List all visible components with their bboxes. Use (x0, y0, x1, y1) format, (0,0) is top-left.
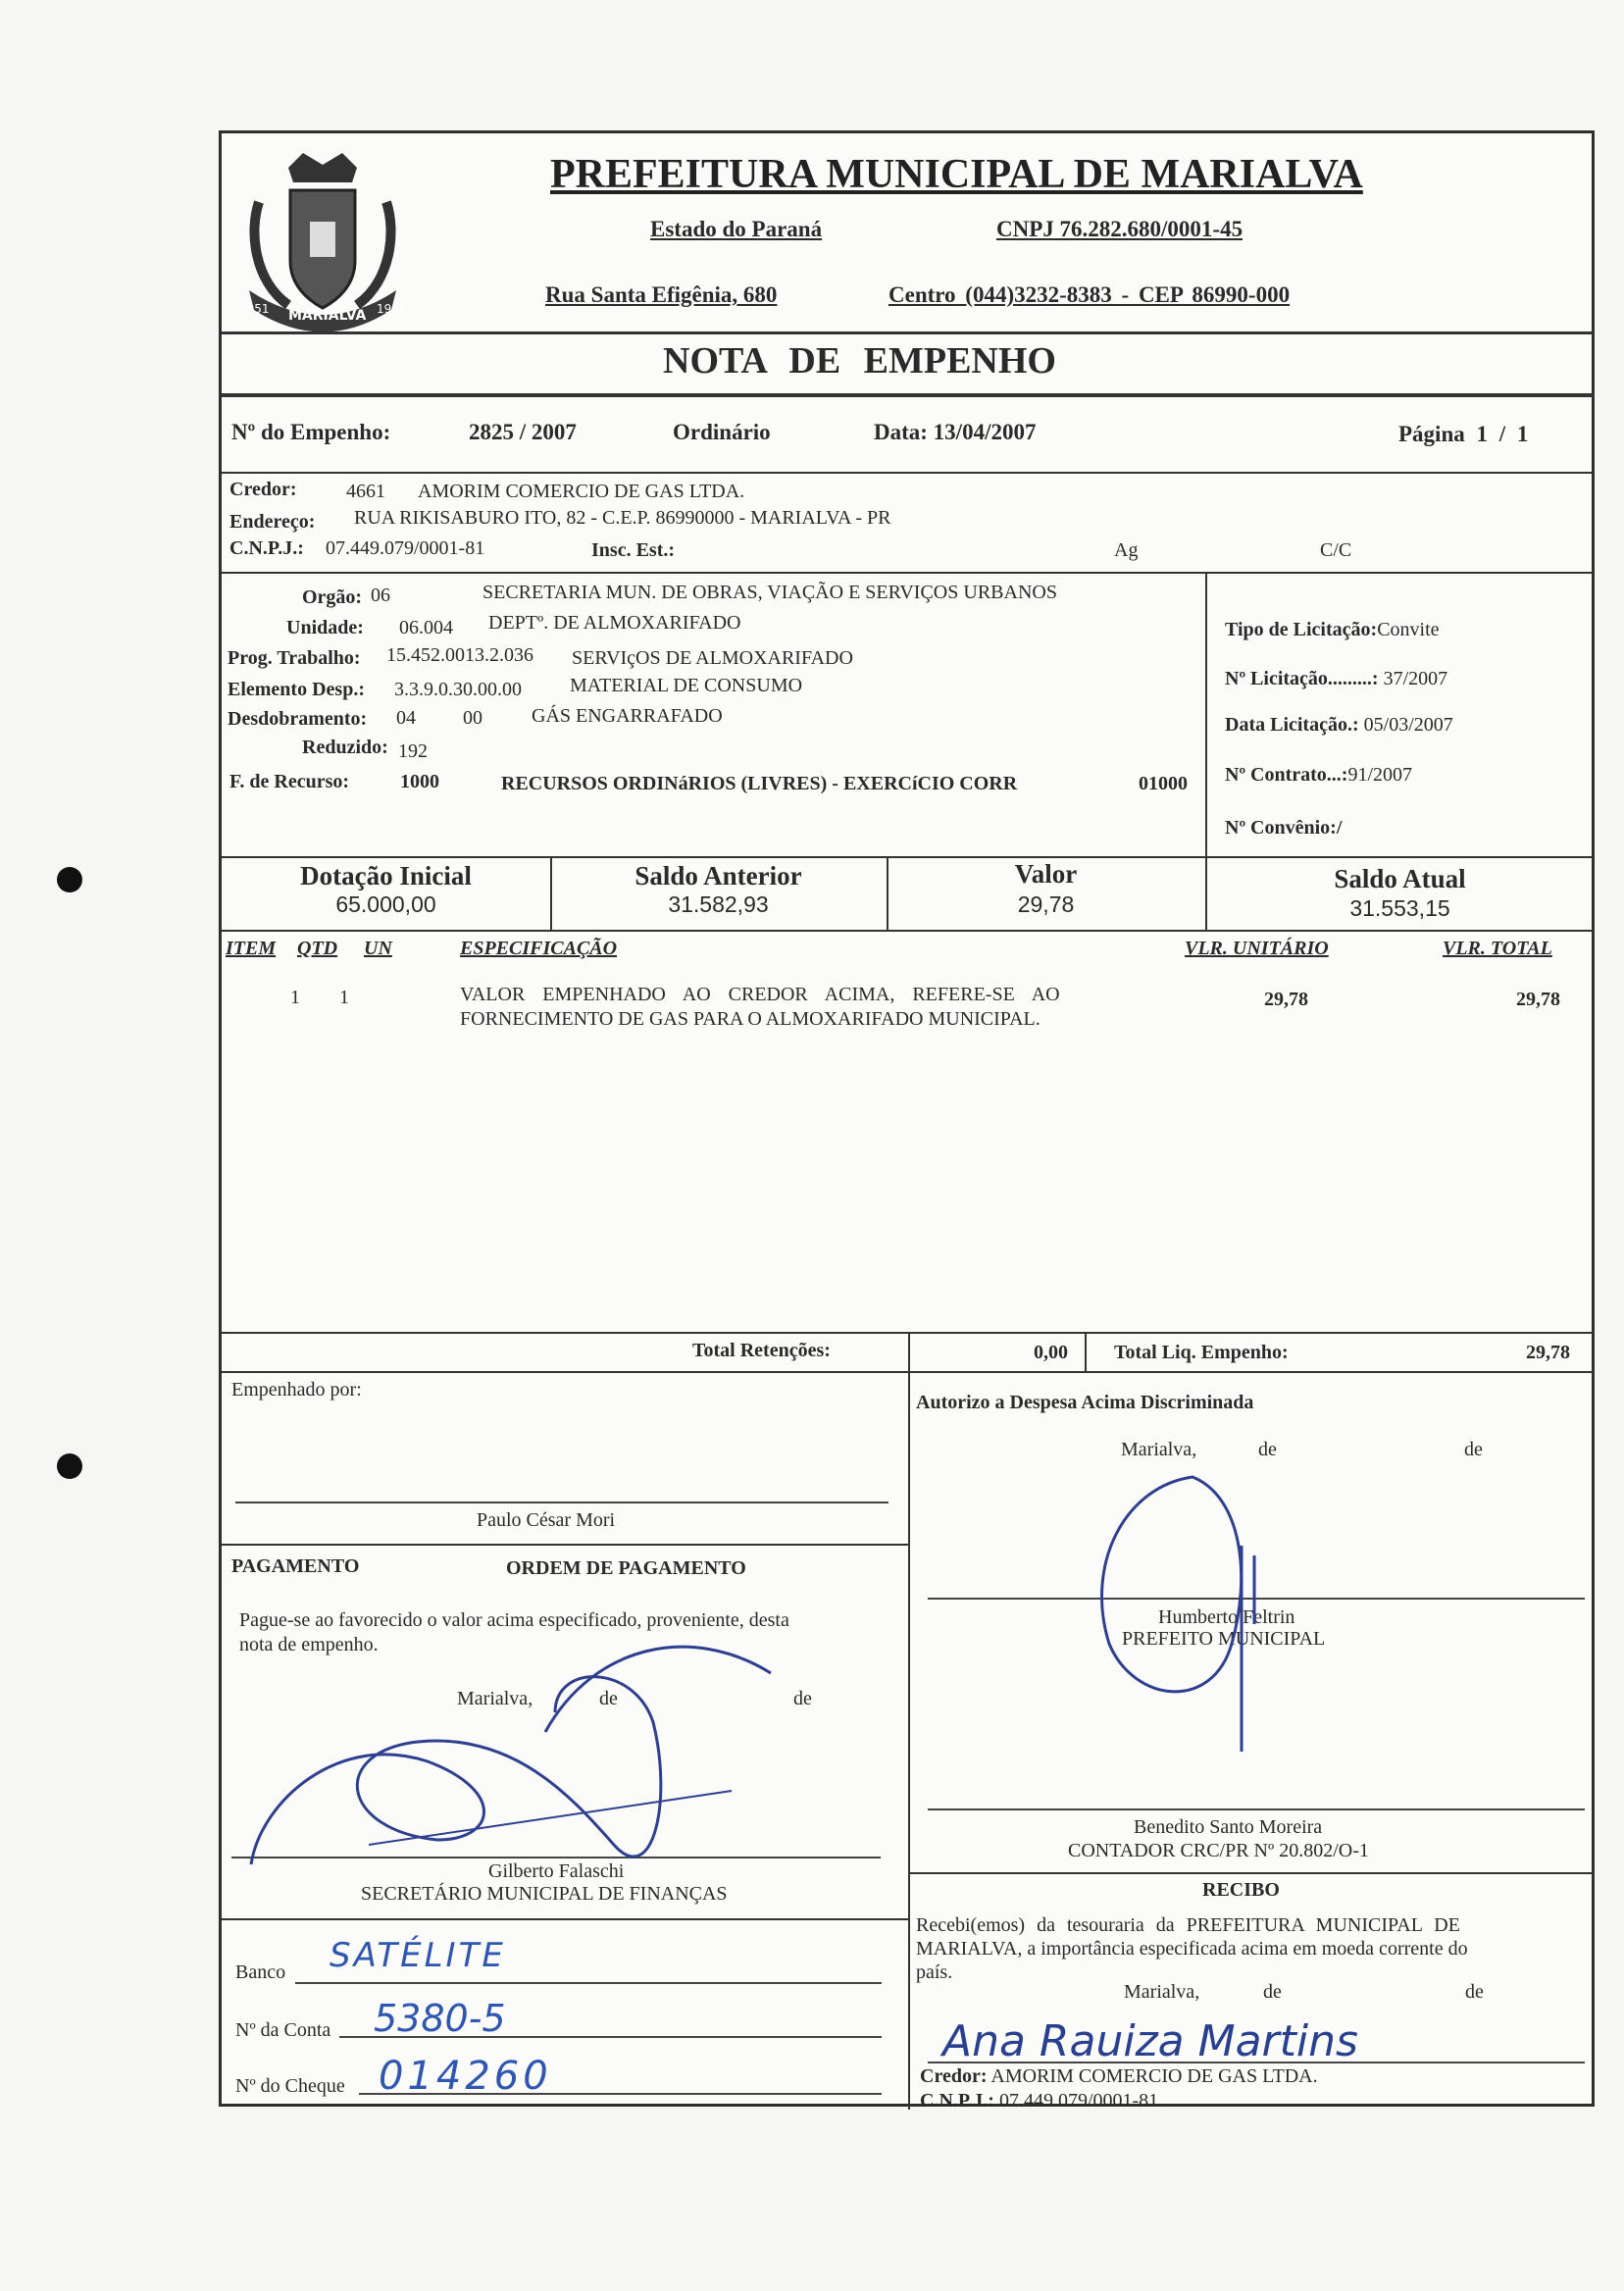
conta-value: 5380-5 (374, 1997, 506, 2040)
credor-signature: Ana Rauiza Martins (942, 2016, 1358, 2066)
item-desc-line1: VALOR EMPENHADO AO CREDOR ACIMA, REFERE-SE AO (460, 984, 1060, 1005)
retencoes-label: Total Retenções: (692, 1340, 831, 1361)
autorizo-de-1: de (1258, 1439, 1277, 1460)
desdobramento-b: 00 (463, 707, 482, 729)
header-state: Estado do Paraná (650, 217, 823, 241)
col-item: ITEM (226, 938, 277, 959)
item-total-value: 29,78 (1516, 989, 1560, 1010)
fonte-label: F. de Recurso: (229, 771, 350, 792)
pagamento-de-1: de (599, 1688, 618, 1709)
prefeito-name: Humberto Feltrin (1158, 1606, 1295, 1628)
desdobramento-a: 04 (396, 707, 416, 729)
empenho-label: Nº do Empenho: (231, 420, 391, 444)
autorizo-city: Marialva, (1121, 1439, 1197, 1460)
total-liquido-value: 29,78 (1526, 1342, 1570, 1363)
fonte-number: 01000 (1139, 773, 1188, 794)
empenhado-por-name: Paulo César Mori (477, 1509, 616, 1531)
reduzido-value: 192 (398, 740, 428, 762)
doc-title: NOTA DE EMPENHO (663, 340, 1056, 382)
fonte-name: RECURSOS ORDINáRIOS (LIVRES) - EXERCíCIO CORR (501, 773, 1018, 794)
signature-strokes (222, 133, 1595, 2105)
pagamento-city: Marialva, (457, 1688, 533, 1709)
crest-year-right: 1951 (377, 302, 407, 316)
insc-est-label: Insc. Est.: (591, 539, 676, 561)
saldo-anterior-value: 31.582,93 (668, 891, 769, 917)
pagamento-label: PAGAMENTO (231, 1555, 360, 1577)
empenho-date: Data: 13/04/2007 (874, 420, 1037, 444)
punch-hole-bottom (57, 1453, 82, 1479)
recibo-de-1: de (1263, 1981, 1282, 2003)
prog-code: 15.452.0013.2.036 (386, 644, 533, 666)
valor-value: 29,78 (1017, 891, 1075, 917)
empenhado-por-label: Empenhado por: (231, 1379, 362, 1400)
conta-label: Nº da Conta (235, 2019, 331, 2041)
empenho-number: 2825 / 2007 (469, 420, 577, 444)
col-vlr-unitario: VLR. UNITÁRIO (1185, 938, 1329, 959)
convenio-label: Nº Convênio:/ (1225, 817, 1343, 839)
col-qtd: QTD (297, 938, 338, 959)
contador-role: CONTADOR CRC/PR Nº 20.802/O-1 (1068, 1840, 1369, 1861)
col-vlr-total: VLR. TOTAL (1443, 938, 1552, 959)
header-address: Rua Santa Efigênia, 680 (545, 282, 778, 307)
recibo-credor-label: Credor: (920, 2065, 988, 2087)
recibo-de-2: de (1465, 1981, 1484, 2003)
pagamento-text-line2: nota de empenho. (239, 1634, 379, 1655)
data-licitacao-label: Data Licitação.: (1225, 714, 1359, 736)
recibo-cnpj-label: C.N.P.J.: (920, 2090, 994, 2112)
item-unit-value: 29,78 (1264, 989, 1308, 1010)
recibo-cnpj-value: 07.449.079/0001-81 (998, 2090, 1159, 2112)
unidade-name: DEPTº. DE ALMOXARIFADO (488, 612, 741, 634)
autorizo-label: Autorizo a Despesa Acima Discriminada (916, 1392, 1254, 1413)
credor-code: 4661 (346, 481, 385, 502)
saldo-atual-value: 31.553,15 (1349, 895, 1450, 921)
credor-address: RUA RIKISABURO ITO, 82 - C.E.P. 86990000 - MARIALVA - PR (354, 507, 891, 529)
contrato-value: 91/2007 (1347, 764, 1413, 786)
recibo-text-line3: país. (916, 1961, 953, 1983)
secretario-name: Gilberto Falaschi (488, 1860, 625, 1882)
orgao-code: 06 (371, 585, 390, 606)
banco-value: SATÉLITE (330, 1936, 506, 1975)
elemento-code: 3.3.9.0.30.00.00 (394, 679, 522, 700)
header-title: PREFEITURA MUNICIPAL DE MARIALVA (550, 152, 1363, 197)
dotacao-label: Dotação Inicial (300, 861, 472, 891)
prog-label: Prog. Trabalho: (228, 647, 361, 669)
pagamento-text-line1: Pague-se ao favorecido o valor acima especificado, proveniente, desta (239, 1609, 789, 1631)
col-un: UN (364, 938, 392, 959)
numero-licitacao-label: Nº Licitação.........: (1225, 668, 1379, 689)
elemento-name: MATERIAL DE CONSUMO (570, 675, 803, 696)
credor-name: AMORIM COMERCIO DE GAS LTDA. (418, 481, 745, 502)
header-contact: Centro (044)3232-8383 - CEP 86990-000 (888, 282, 1291, 307)
empenho-type: Ordinário (673, 420, 771, 444)
contrato-label: Nº Contrato...: (1225, 764, 1348, 786)
pagamento-de-2: de (793, 1688, 812, 1709)
recibo-city: Marialva, (1124, 1981, 1200, 2003)
recibo-label: RECIBO (1202, 1879, 1280, 1901)
endereco-label: Endereço: (229, 511, 316, 533)
recibo-text-line1: Recebi(emos) da tesouraria da PREFEITURA MUNICIPAL DE (916, 1914, 1460, 1936)
reduzido-label: Reduzido: (302, 737, 388, 758)
retencoes-value: 0,00 (1034, 1342, 1068, 1363)
prog-name: SERVIçOS DE ALMOXARIFADO (572, 647, 853, 669)
contador-name: Benedito Santo Moreira (1134, 1816, 1323, 1838)
recibo-credor-name: AMORIM COMERCIO DE GAS LTDA. (990, 2065, 1318, 2087)
crest-ribbon-text: MARIALVA (288, 308, 367, 324)
header-cnpj: CNPJ 76.282.680/0001-45 (996, 217, 1243, 241)
col-especificacao: ESPECIFICAÇÃO (460, 938, 618, 959)
dotacao-value: 65.000,00 (335, 891, 436, 917)
item-qtd: 1 (339, 987, 349, 1008)
secretario-role: SECRETÁRIO MUNICIPAL DE FINANÇAS (361, 1883, 728, 1905)
tipo-licitacao-label: Tipo de Licitação: (1225, 619, 1378, 640)
valor-label: Valor (1014, 859, 1078, 889)
orgao-name: SECRETARIA MUN. DE OBRAS, VIAÇÃO E SERVIÇOS URBANOS (482, 582, 1057, 603)
desdobramento-label: Desdobramento: (228, 708, 368, 730)
saldo-atual-label: Saldo Atual (1334, 864, 1466, 893)
nota-de-empenho-form (219, 130, 1595, 2112)
orgao-label: Orgão: (302, 586, 363, 608)
cheque-label: Nº do Cheque (235, 2075, 345, 2097)
page-number: Página 1 / 1 (1398, 422, 1529, 446)
credor-cnpj-label: C.N.P.J.: (229, 537, 304, 559)
desdobramento-name: GÁS ENGARRAFADO (532, 705, 723, 727)
saldo-anterior-label: Saldo Anterior (634, 861, 802, 891)
tipo-licitacao-value: Convite (1377, 619, 1440, 640)
unidade-label: Unidade: (286, 617, 364, 638)
ordem-pagamento-label: ORDEM DE PAGAMENTO (506, 1557, 746, 1579)
autorizo-de-2: de (1464, 1439, 1483, 1460)
elemento-label: Elemento Desp.: (228, 679, 365, 700)
recibo-text-line2: MARIALVA, a importância especificada acima em moeda corrente do (916, 1938, 1468, 1960)
item-number: 1 (290, 987, 300, 1008)
data-licitacao-value: 05/03/2007 (1363, 714, 1453, 736)
total-liquido-label: Total Liq. Empenho: (1114, 1342, 1289, 1363)
cc-label: C/C (1320, 539, 1352, 561)
unidade-code: 06.004 (399, 617, 453, 638)
cheque-value: 014260 (379, 2054, 552, 2099)
credor-label: Credor: (229, 479, 297, 500)
item-desc-line2: FORNECIMENTO DE GAS PARA O ALMOXARIFADO MUNICIPAL. (460, 1008, 1040, 1030)
crest-year-left: 1951 (239, 302, 270, 316)
ag-label: Ag (1114, 539, 1139, 561)
punch-hole-top (57, 867, 82, 892)
credor-cnpj: 07.449.079/0001-81 (326, 537, 485, 559)
numero-licitacao-value: 37/2007 (1383, 668, 1448, 689)
banco-label: Banco (235, 1961, 286, 1983)
prefeito-role: PREFEITO MUNICIPAL (1122, 1628, 1326, 1650)
fonte-code: 1000 (400, 771, 439, 792)
